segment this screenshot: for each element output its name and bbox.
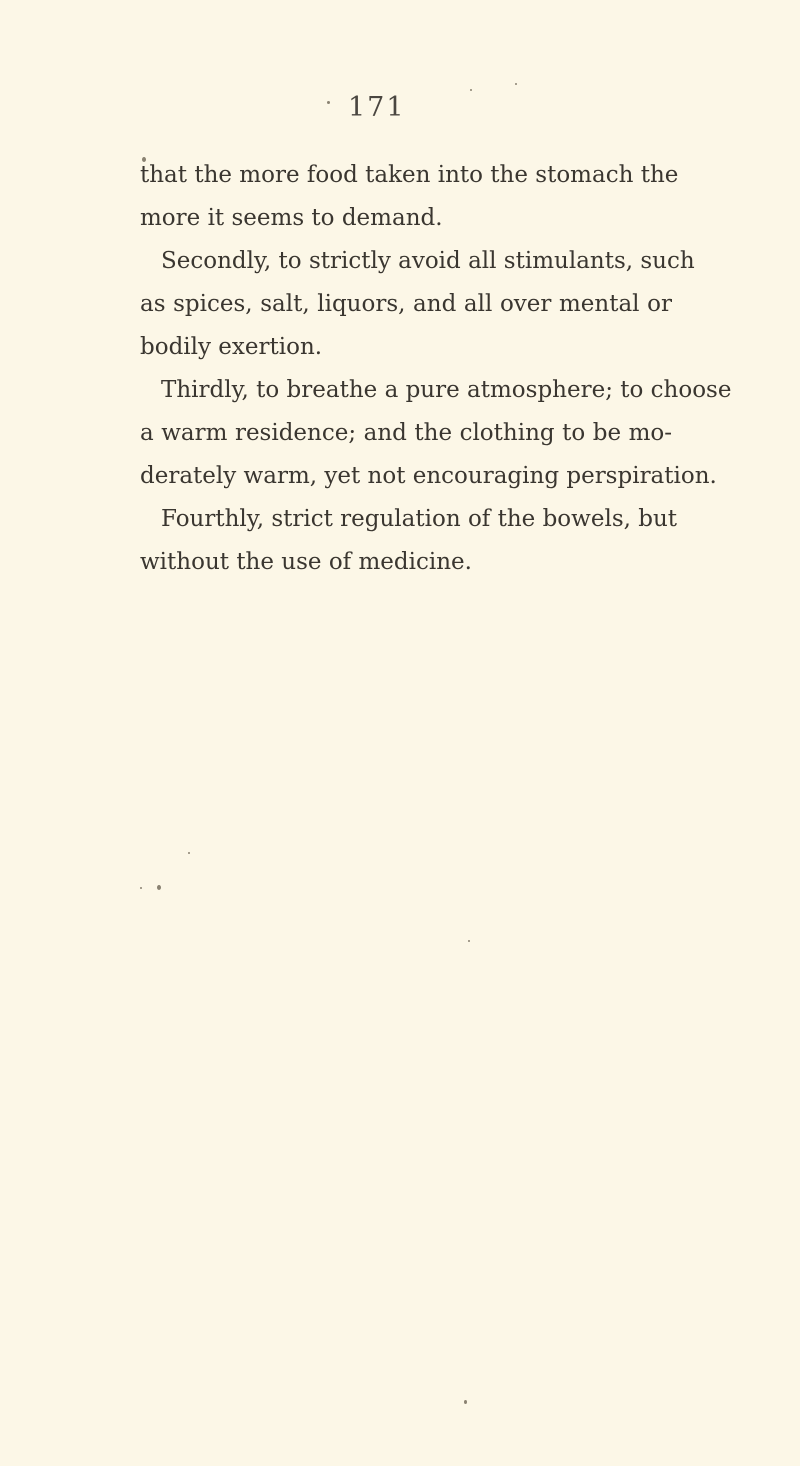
paper-speck — [157, 885, 161, 890]
paper-speck — [464, 1400, 467, 1404]
text-line: without the use of medicine. — [140, 549, 472, 575]
text-line: a warm residence; and the clothing to be mo- — [140, 420, 672, 446]
paper-speck — [470, 89, 472, 91]
text-line: Fourthly, strict regulation of the bowels, but — [161, 506, 678, 532]
text-line: Thirdly, to breathe a pure atmosphere; to choose — [161, 377, 732, 403]
paper-speck — [142, 157, 146, 162]
text-line: Secondly, to strictly avoid all stimulants, such — [161, 248, 695, 274]
paper-speck — [140, 887, 142, 889]
paper-speck — [515, 83, 517, 85]
paper-speck — [188, 852, 190, 854]
text-line: as spices, salt, liquors, and all over mental or — [140, 291, 672, 317]
text-line: that the more food taken into the stomach the — [140, 162, 679, 188]
text-line: derately warm, yet not encouraging perspiration. — [140, 463, 717, 489]
text-line: bodily exertion. — [140, 334, 323, 360]
text-line: more it seems to demand. — [140, 205, 443, 231]
body-text — [140, 154, 732, 584]
page-number: 171 — [348, 92, 406, 123]
paper-speck — [468, 940, 470, 942]
paper-speck — [327, 101, 330, 104]
